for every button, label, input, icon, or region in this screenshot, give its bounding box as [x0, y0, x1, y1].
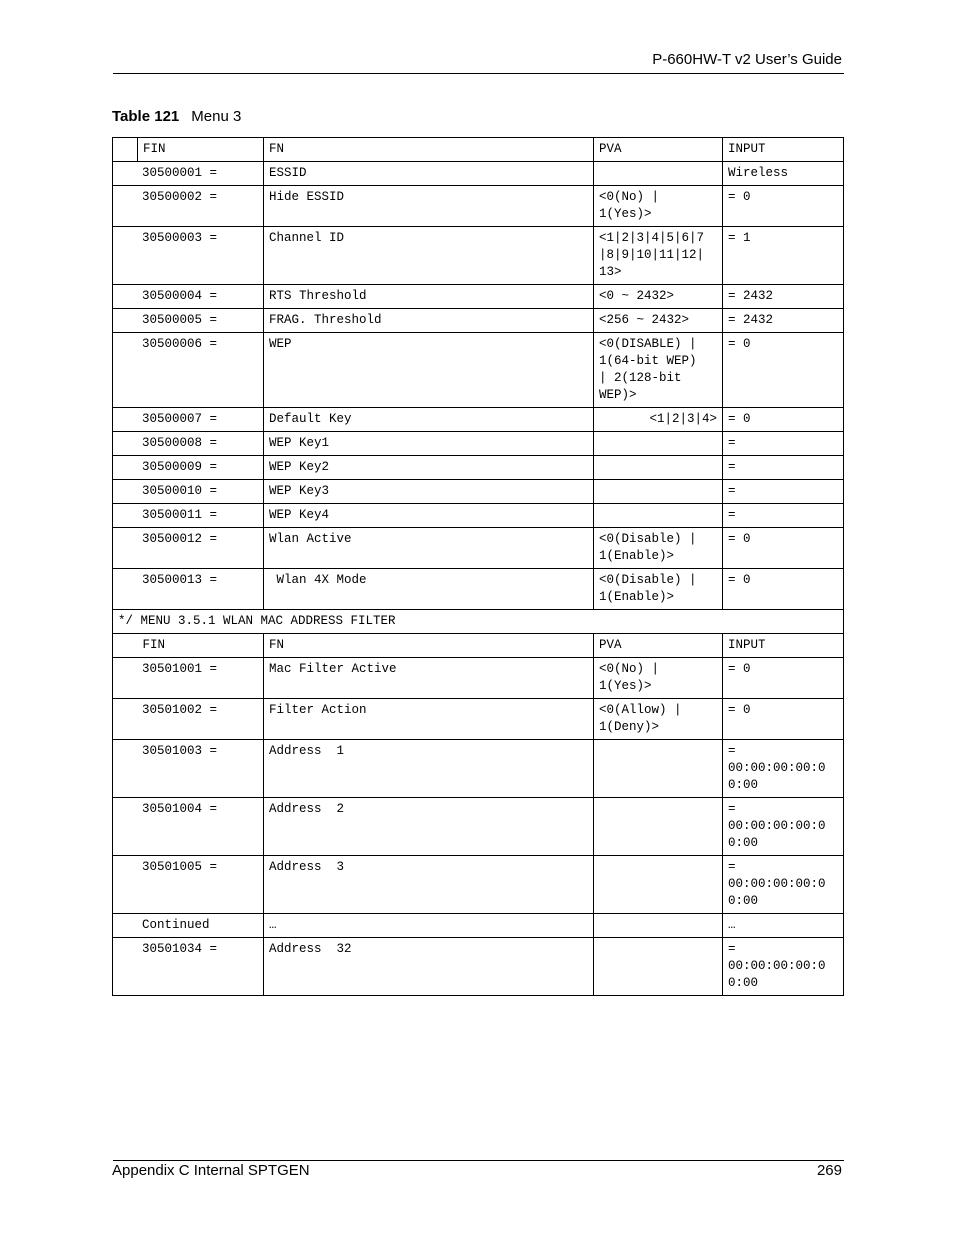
fn-cell: Wlan Active	[264, 528, 594, 569]
fin-cell: 30501005 =	[113, 856, 264, 914]
menu-table	[112, 137, 844, 996]
table-header-row	[113, 138, 844, 162]
fin-cell: 30500005 =	[113, 309, 264, 333]
fin-cell: 30500008 =	[113, 432, 264, 456]
input-cell: = 0	[723, 186, 844, 227]
running-header: P-660HW-T v2 User’s Guide	[652, 51, 842, 68]
header-fin: FIN	[138, 634, 264, 658]
fin-cell: 30500009 =	[113, 456, 264, 480]
input-cell: = 2432	[723, 309, 844, 333]
pva-cell: <0(Allow) | 1(Deny)>	[594, 699, 723, 740]
table-header-row	[113, 634, 844, 658]
header-pva: PVA	[594, 634, 723, 658]
input-cell: = 00:00:00:00:0 0:00	[723, 856, 844, 914]
header-spacer-cell	[113, 138, 138, 162]
fn-cell: WEP Key2	[264, 456, 594, 480]
pva-cell: <1|2|3|4>	[594, 408, 723, 432]
fin-cell: 30500013 =	[113, 569, 264, 610]
header-rule	[113, 73, 844, 74]
fin-cell: 30501003 =	[113, 740, 264, 798]
fn-cell: RTS Threshold	[264, 285, 594, 309]
input-cell: = 0	[723, 569, 844, 610]
table-caption	[112, 108, 241, 125]
header-fn: FN	[264, 634, 594, 658]
fin-cell: 30500011 =	[113, 504, 264, 528]
table-row	[113, 569, 844, 610]
header-pva: PVA	[594, 138, 723, 162]
fin-cell: 30501004 =	[113, 798, 264, 856]
section-title: */ MENU 3.5.1 WLAN MAC ADDRESS FILTER	[113, 610, 844, 634]
table-row	[113, 480, 844, 504]
table-row	[113, 740, 844, 798]
fn-cell: Address 3	[264, 856, 594, 914]
header-input: INPUT	[723, 138, 844, 162]
table-row	[113, 162, 844, 186]
fn-cell: WEP Key1	[264, 432, 594, 456]
header-fn: FN	[264, 138, 594, 162]
fin-cell: 30500001 =	[113, 162, 264, 186]
pva-cell: <0(Disable) | 1(Enable)>	[594, 569, 723, 610]
pva-cell: <1|2|3|4|5|6|7 |8|9|10|11|12| 13>	[594, 227, 723, 285]
table-row	[113, 285, 844, 309]
fn-cell: Address 32	[264, 938, 594, 996]
pva-cell: <0 ~ 2432>	[594, 285, 723, 309]
table-row	[113, 658, 844, 699]
fn-cell: Mac Filter Active	[264, 658, 594, 699]
input-cell: = 00:00:00:00:0 0:00	[723, 938, 844, 996]
header-input: INPUT	[723, 634, 844, 658]
table-row	[113, 798, 844, 856]
fn-cell: FRAG. Threshold	[264, 309, 594, 333]
input-cell: …	[723, 914, 844, 938]
pva-cell: <256 ~ 2432>	[594, 309, 723, 333]
fin-cell: 30500007 =	[113, 408, 264, 432]
table-row	[113, 504, 844, 528]
pva-cell	[594, 162, 723, 186]
table-row	[113, 456, 844, 480]
input-cell: = 2432	[723, 285, 844, 309]
fn-cell: Default Key	[264, 408, 594, 432]
footer-rule	[113, 1160, 844, 1161]
fin-cell: 30500004 =	[113, 285, 264, 309]
fn-cell: WEP Key4	[264, 504, 594, 528]
pva-cell: <0(DISABLE) | 1(64-bit WEP) | 2(128-bit WEP)>	[594, 333, 723, 408]
pva-cell	[594, 456, 723, 480]
table-row	[113, 699, 844, 740]
input-cell: = 0	[723, 528, 844, 569]
header-spacer-cell	[113, 634, 138, 658]
input-cell: = 0	[723, 408, 844, 432]
fin-cell: 30501034 =	[113, 938, 264, 996]
pva-cell	[594, 938, 723, 996]
fin-cell: Continued	[113, 914, 264, 938]
fn-cell: Wlan 4X Mode	[264, 569, 594, 610]
table-row	[113, 856, 844, 914]
fn-cell: WEP Key3	[264, 480, 594, 504]
fin-cell: 30500010 =	[113, 480, 264, 504]
pva-cell	[594, 504, 723, 528]
table-row	[113, 186, 844, 227]
pva-cell	[594, 480, 723, 504]
input-cell: = 1	[723, 227, 844, 285]
table-row	[113, 432, 844, 456]
fn-cell: Address 2	[264, 798, 594, 856]
input-cell: = 0	[723, 333, 844, 408]
input-cell: =	[723, 480, 844, 504]
pva-cell	[594, 914, 723, 938]
pva-cell: <0(No) | 1(Yes)>	[594, 658, 723, 699]
input-cell: =	[723, 456, 844, 480]
fn-cell: Filter Action	[264, 699, 594, 740]
header-fin: FIN	[138, 138, 264, 162]
fn-cell: Channel ID	[264, 227, 594, 285]
input-cell: Wireless	[723, 162, 844, 186]
input-cell: = 00:00:00:00:0 0:00	[723, 798, 844, 856]
fn-cell: Address 1	[264, 740, 594, 798]
table-row	[113, 333, 844, 408]
page-number: 269	[816, 1162, 842, 1179]
fn-cell: ESSID	[264, 162, 594, 186]
input-cell: =	[723, 504, 844, 528]
table-row	[113, 309, 844, 333]
input-cell: =	[723, 432, 844, 456]
fin-cell: 30501002 =	[113, 699, 264, 740]
input-cell: = 0	[723, 699, 844, 740]
fin-cell: 30500006 =	[113, 333, 264, 408]
table-row	[113, 938, 844, 996]
fin-cell: 30500012 =	[113, 528, 264, 569]
table-number: Table 121	[112, 108, 180, 125]
table-row	[113, 528, 844, 569]
fn-cell: WEP	[264, 333, 594, 408]
pva-cell: <0(No) | 1(Yes)>	[594, 186, 723, 227]
pva-cell	[594, 798, 723, 856]
table-row	[113, 914, 844, 938]
section-row	[113, 610, 844, 634]
fin-cell: 30500002 =	[113, 186, 264, 227]
table-row	[113, 408, 844, 432]
pva-cell	[594, 856, 723, 914]
pva-cell: <0(Disable) | 1(Enable)>	[594, 528, 723, 569]
fin-cell: 30501001 =	[113, 658, 264, 699]
fn-cell: …	[264, 914, 594, 938]
input-cell: = 0	[723, 658, 844, 699]
pva-cell	[594, 432, 723, 456]
table-row	[113, 227, 844, 285]
pva-cell	[594, 740, 723, 798]
fin-cell: 30500003 =	[113, 227, 264, 285]
input-cell: = 00:00:00:00:0 0:00	[723, 740, 844, 798]
table-title: Menu 3	[191, 108, 242, 125]
fn-cell: Hide ESSID	[264, 186, 594, 227]
footer-section: Appendix C Internal SPTGEN	[112, 1162, 310, 1179]
